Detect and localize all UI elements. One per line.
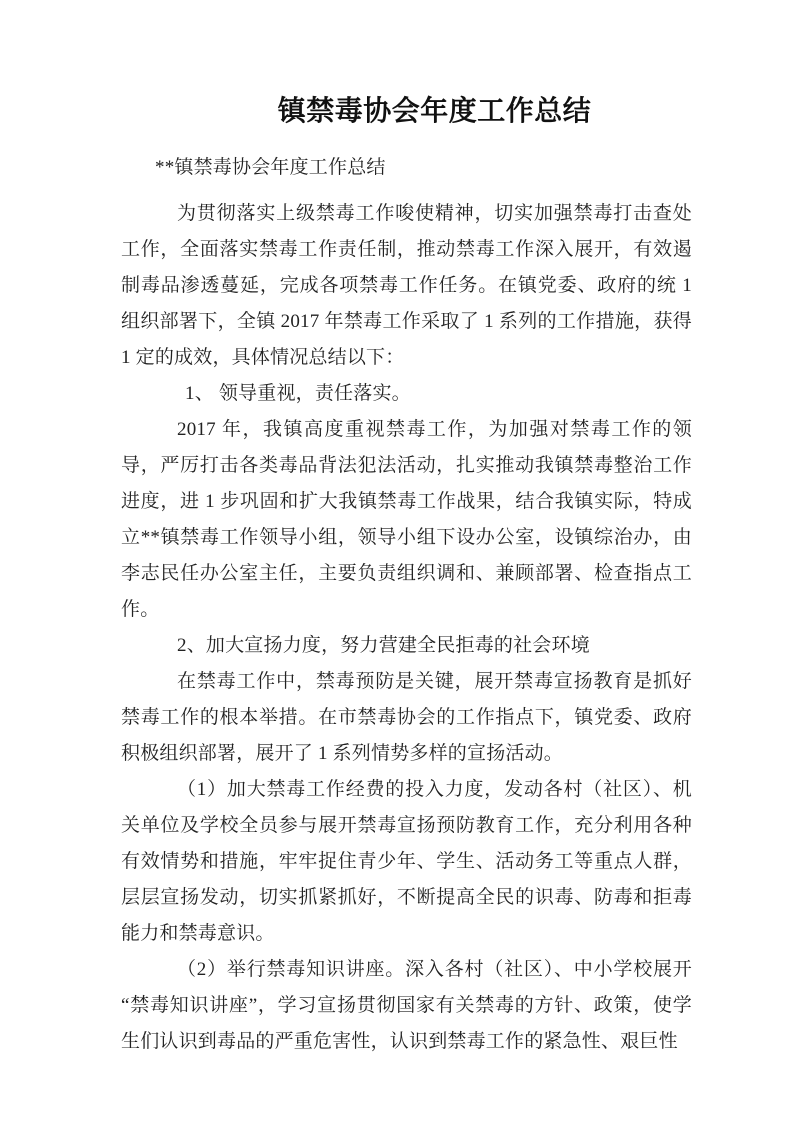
- document-title: 镇禁毒协会年度工作总结: [277, 96, 592, 127]
- section-2-item-1: （1）加大禁毒工作经费的投入力度，发动各村（社区）、机关单位及学校全员参与展开禁毒宣扬预防教育工作，充分利用各种有效情势和措施，牢牢捉住青少年、学生、活动务工等重点人群，层层宣扬发动，切实抓紧抓好，不断提高全民的识毒、防毒和拒毒能力和禁毒意识。: [121, 779, 692, 944]
- document-subtitle: **镇禁毒协会年度工作总结: [155, 157, 386, 178]
- section-1-heading: 1、 领导重视，责任落实。: [185, 383, 411, 404]
- section-2-heading: 2、加大宣扬力度，努力营建全民拒毒的社会环境: [177, 635, 590, 656]
- section-2-intro: 在禁毒工作中，禁毒预防是关键，展开禁毒宣扬教育是抓好禁毒工作的根本举措。在市禁毒协会的工作指点下，镇党委、政府积极组织部署，展开了 1 系列情势多样的宣扬活动。: [121, 671, 692, 764]
- section-1-body: 2017 年，我镇高度重视禁毒工作，为加强对禁毒工作的领导，严厉打击各类毒品背法犯法活动，扎实推动我镇禁毒整治工作进度，进 1 步巩固和扩大我镇禁毒工作战果，结合我镇实际，特成立**镇禁毒工作领导小组，领导小组下设办公室，设镇综治办，由李志民任办公室主任，主要负责组织调和、兼顾部署、检查指点工作。: [121, 419, 692, 620]
- intro-paragraph: 为贯彻落实上级禁毒工作唆使精神，切实加强禁毒打击查处工作，全面落实禁毒工作责任制，推动禁毒工作深入展开，有效遏制毒品渗透蔓延，完成各项禁毒工作任务。在镇党委、政府的统 1 组织部署下，全镇 2017 年禁毒工作采取了 1 系列的工作措施，获得 1 定的成效，具体情况总结以下：: [121, 203, 692, 368]
- section-2-item-2: （2）举行禁毒知识讲座。深入各村（社区）、中小学校展开“禁毒知识讲座”，学习宣扬贯彻国家有关禁毒的方针、政策，使学生们认识到毒品的严重危害性，认识到禁毒工作的紧急性、艰巨性: [121, 959, 692, 1052]
